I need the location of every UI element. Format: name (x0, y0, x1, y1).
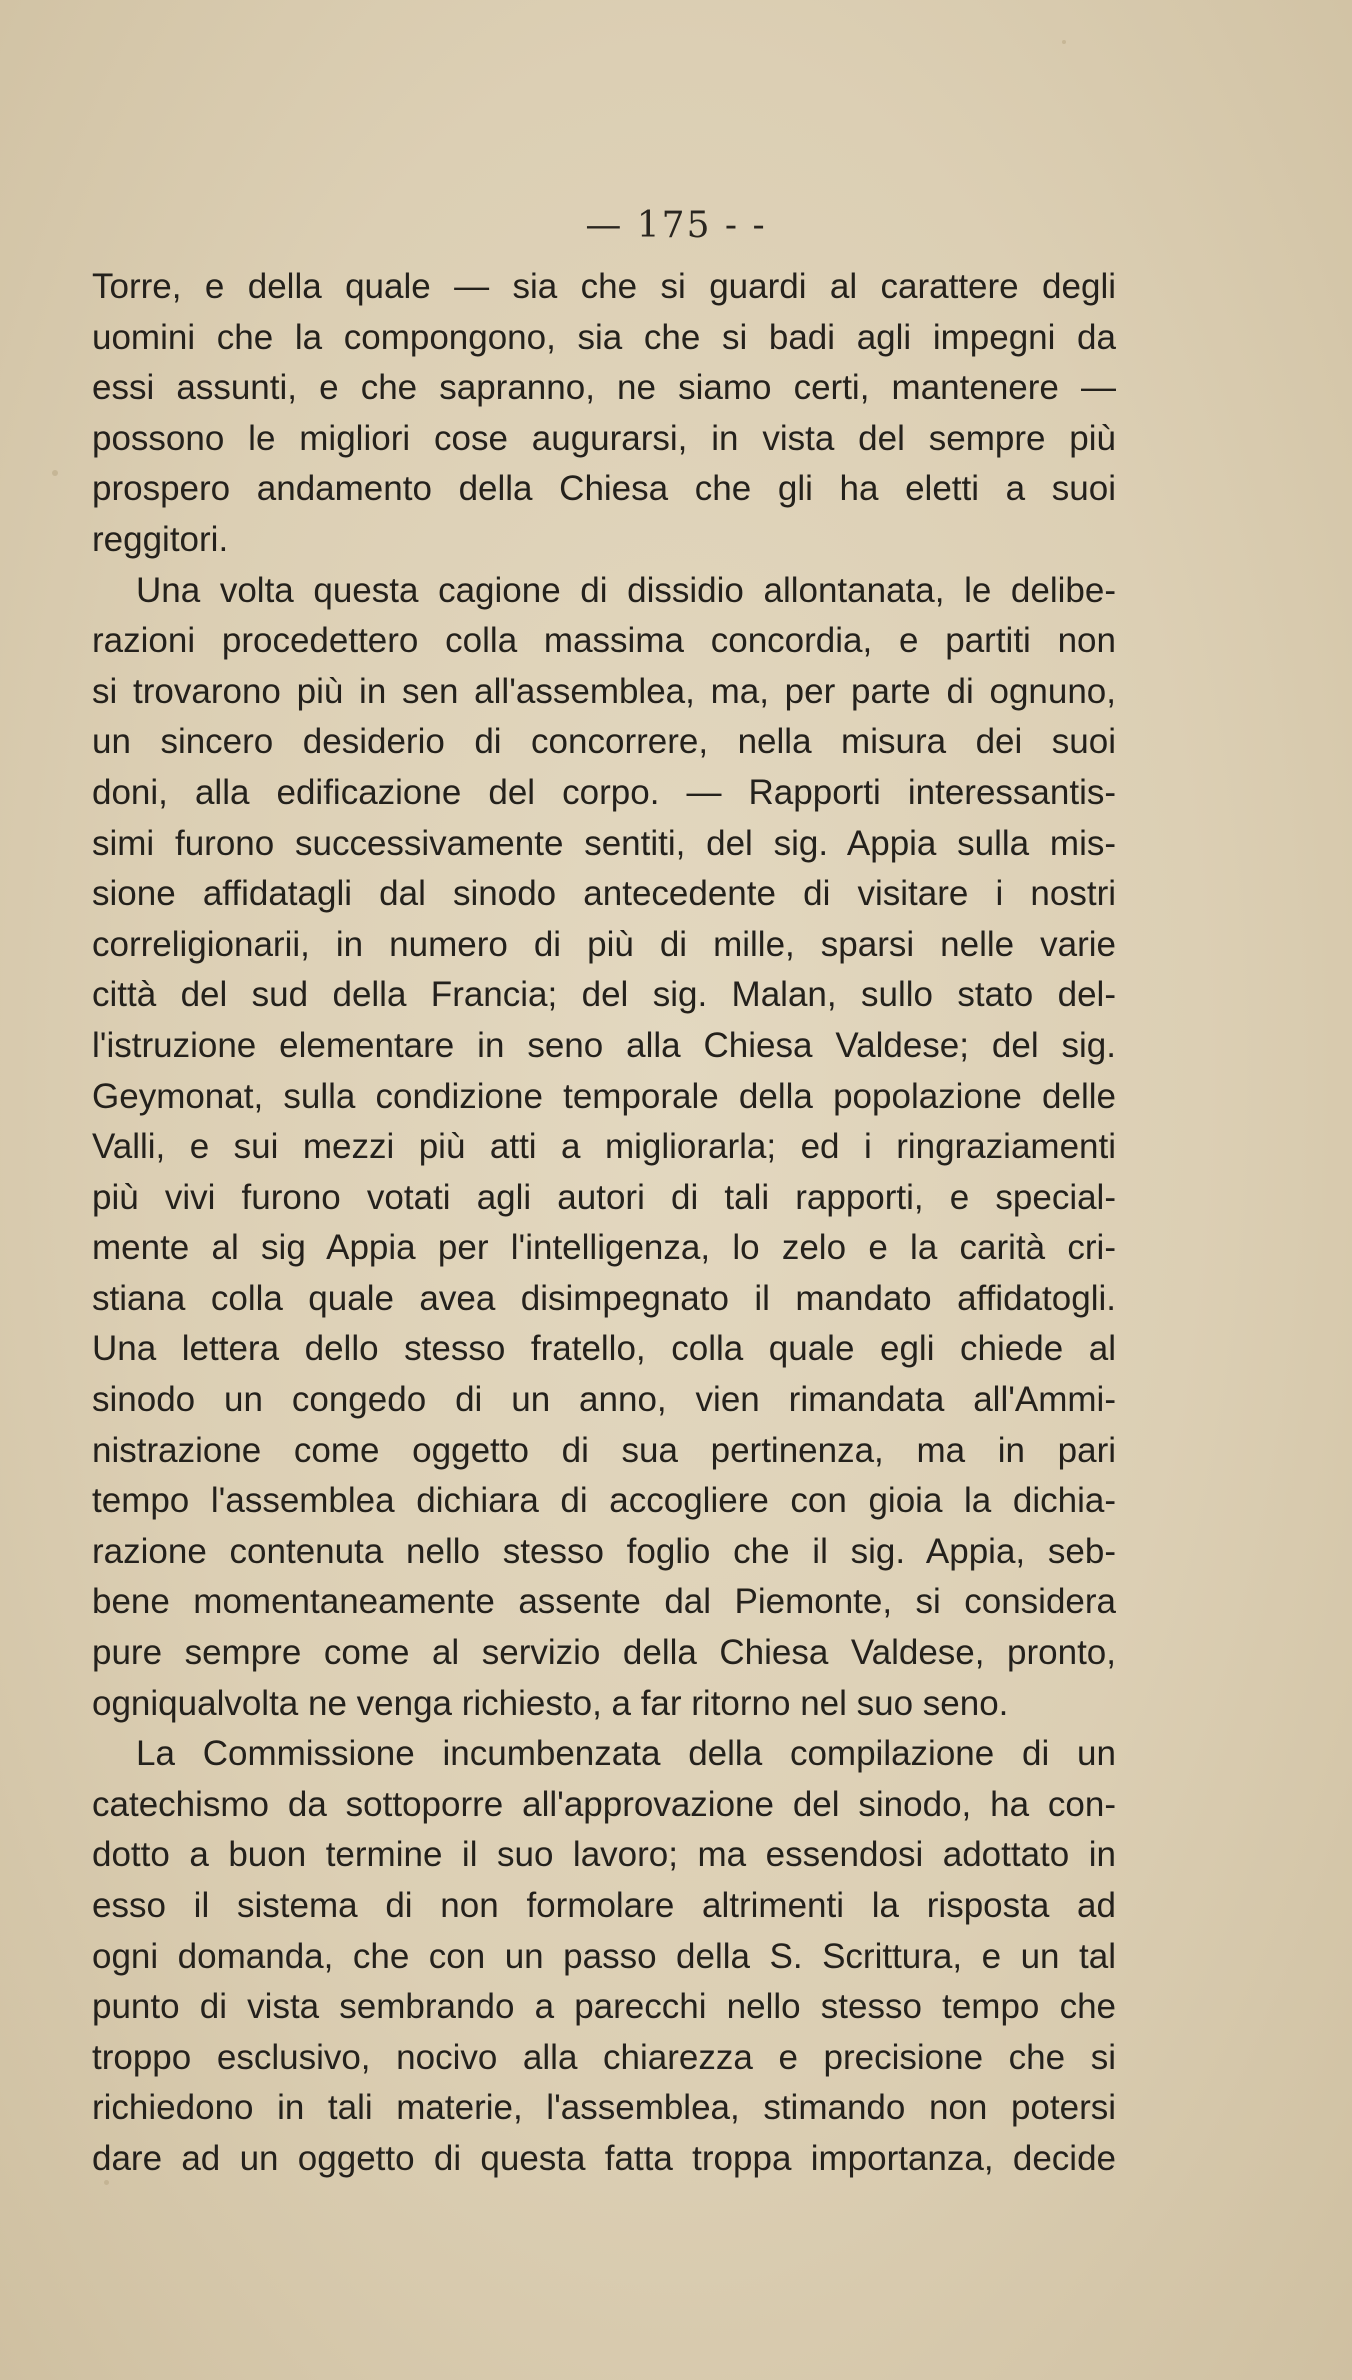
text-line: Torre, e della quale — sia che si guardi al carattere degli (92, 267, 1116, 306)
text-line: correligionarii, in numero di più di mille, sparsi nelle varie (92, 924, 1116, 964)
text-line: sione affidatagli dal sinodo antecedente di visitare i nostri (92, 874, 1116, 914)
text-line: simi furono successivamente sentiti, del sig. Appia sulla mis- (92, 823, 1116, 863)
paper-speck (104, 2180, 109, 2185)
paper-speck (52, 470, 58, 476)
text-line: città del sud della Francia; del sig. Malan, sullo stato del- (92, 975, 1116, 1015)
text-line: stiana colla quale avea disimpegnato il mandato affidatogli. (92, 1278, 1116, 1318)
text-line: razione contenuta nello stesso foglio che il sig. Appia, seb- (92, 1531, 1116, 1571)
text-line: un sincero desiderio di concorrere, nella misura dei suoi (92, 722, 1116, 762)
text-line: si trovarono più in sen all'assemblea, ma, per parte di ognuno, (92, 671, 1116, 711)
paper-speck (1062, 40, 1066, 44)
text-line: uomini che la compongono, sia che si badi agli impegni da (92, 317, 1116, 357)
text-line: doni, alla edificazione del corpo. — Rapporti interessantis- (92, 772, 1116, 812)
text-line: richiedono in tali materie, l'assemblea, stimando non potersi (92, 2088, 1116, 2128)
text-line: l'istruzione elementare in seno alla Chiesa Valdese; del sig. (92, 1025, 1116, 1065)
text-line: troppo esclusivo, nocivo alla chiarezza e precisione che si (92, 2037, 1116, 2077)
text-line: dotto a buon termine il suo lavoro; ma essendosi adottato in (92, 1835, 1116, 1875)
text-line: mente al sig Appia per l'intelligenza, lo zelo e la carità cri- (92, 1228, 1116, 1268)
text-line: dare ad un oggetto di questa fatta troppa importanza, decide (92, 2138, 1116, 2178)
body-text (92, 262, 1116, 2185)
text-line: bene momentaneamente assente dal Piemonte, si considera (92, 1582, 1116, 1622)
text-line: Una lettera dello stesso fratello, colla quale egli chiede al (92, 1329, 1116, 1369)
text-line: sinodo un congedo di un anno, vien rimandata all'Ammi- (92, 1380, 1116, 1420)
text-line: punto di vista sembrando a parecchi nello stesso tempo che (92, 1987, 1116, 2027)
text-line: reggitori. (92, 519, 229, 559)
text-line: essi assunti, e che sapranno, ne siamo certi, mantenere — (92, 368, 1116, 408)
text-line: catechismo da sottoporre all'approvazione del sinodo, ha con- (92, 1784, 1116, 1824)
text-line: Valli, e sui mezzi più atti a migliorarla; ed i ringraziamenti (92, 1127, 1116, 1167)
text-line: più vivi furono votati agli autori di tali rapporti, e special- (92, 1177, 1116, 1217)
text-line: Geymonat, sulla condizione temporale della popolazione delle (92, 1076, 1116, 1116)
text-line: Una volta questa cagione di dissidio allontanata, le delibe- (136, 570, 1116, 610)
text-line: tempo l'assemblea dichiara di accogliere con gioia la dichia- (92, 1481, 1116, 1521)
page-number: — 175 - - (585, 205, 767, 246)
text-line: nistrazione come oggetto di sua pertinenza, ma in pari (92, 1430, 1116, 1470)
text-line: ogniqualvolta ne venga richiesto, a far ritorno nel suo seno. (92, 1683, 1009, 1723)
text-line: pure sempre come al servizio della Chiesa Valdese, pronto, (92, 1633, 1116, 1673)
text-line: ogni domanda, che con un passo della S. Scrittura, e un tal (92, 1936, 1116, 1976)
text-line: La Commissione incumbenzata della compilazione di un (136, 1734, 1116, 1774)
text-line: prospero andamento della Chiesa che gli ha eletti a suoi (92, 469, 1116, 509)
text-line: possono le migliori cose augurarsi, in vista del sempre più (92, 418, 1116, 458)
text-line: esso il sistema di non formolare altrimenti la risposta ad (92, 1886, 1116, 1925)
text-line: razioni procedettero colla massima concordia, e partiti non (92, 621, 1116, 661)
